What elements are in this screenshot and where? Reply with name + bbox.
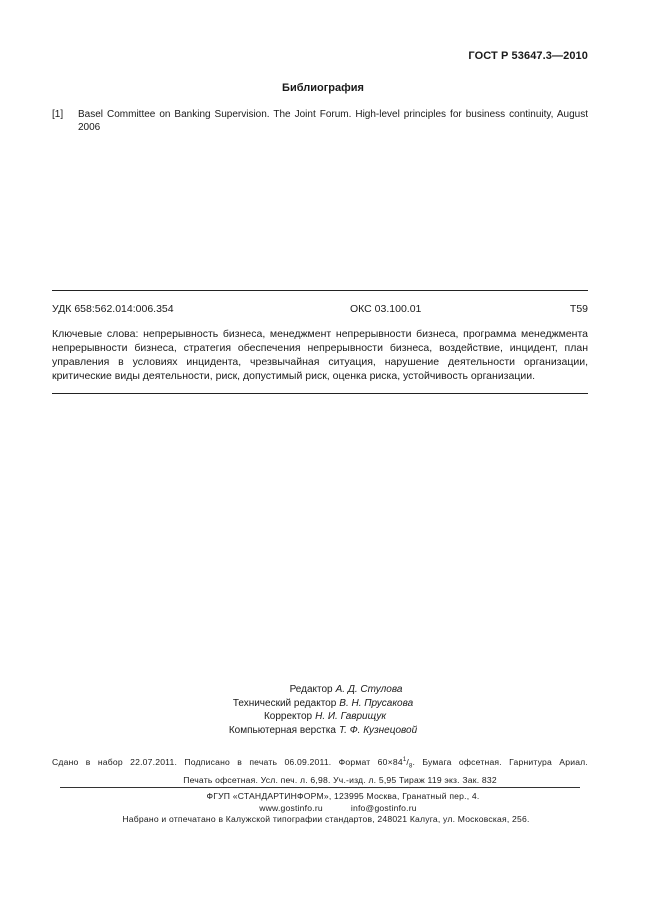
oks-code: ОКС 03.100.01	[350, 303, 422, 315]
divider-publisher	[60, 787, 580, 788]
udk-code: УДК 658:562.014:006.354	[52, 303, 174, 315]
publisher-block	[0, 791, 646, 826]
divider-bottom	[52, 393, 588, 394]
credit-person: Т. Ф. Кузнецовой	[338, 724, 418, 736]
publisher-printing-house: Набрано и отпечатано в Калужской типографии стандартов, 248021 Калуга, ул. Московская, 256.	[122, 814, 530, 824]
credit-role: Технический редактор	[232, 697, 337, 709]
credit-person: В. Н. Прусакова	[339, 697, 414, 709]
credit-role: Компьютерная верстка	[228, 724, 336, 736]
credit-corrector	[0, 710, 646, 724]
category-code: Т59	[569, 303, 588, 315]
print-info-text-a: Сдано в набор 22.07.2011. Подписано в печать 06.09.2011. Формат 60×84	[52, 756, 403, 767]
bibliography-item	[52, 108, 588, 134]
print-info-text-b: . Бумага офсетная. Гарнитура Ариал.	[412, 756, 588, 767]
bibliography-item-text: Basel Committee on Banking Supervision. The Joint Forum. High-level principles for business continuity, August 2006	[78, 109, 588, 133]
publisher-contacts	[0, 803, 646, 815]
print-info	[52, 754, 588, 787]
print-info-line-1: Сдано в набор 22.07.2011. Подписано в печать 06.09.2011. Формат $60\times 84^1/_8$. Бумага офсетная. Гарнитура Ариал.	[52, 756, 588, 770]
format-fraction-denominator: 8	[408, 763, 413, 770]
publisher-address: ФГУП «СТАНДАРТИНФОРМ», 123995 Москва, Гранатный пер., 4.	[206, 791, 480, 801]
classification-row	[52, 303, 588, 315]
credit-role: Редактор	[289, 684, 333, 695]
credits-block	[0, 683, 646, 737]
credit-person: А. Д. Стулова	[335, 684, 403, 695]
credit-layout	[0, 724, 646, 738]
format-fraction-numerator: 1	[402, 757, 407, 763]
credit-role: Корректор	[263, 711, 313, 722]
publisher-email: info@gostinfo.ru	[350, 802, 417, 813]
bibliography-title: Библиография	[282, 82, 364, 94]
bibliography-item-number: [1]	[52, 109, 64, 120]
keywords-paragraph: Ключевые слова: непрерывность бизнеса, менеджмент непрерывности бизнеса, программа менеджмента непрерывности бизнеса, стратегия обеспечения непрерывности бизнеса, воздействие, инцидент, план управления в условиях инцидента, чрезвычайная ситуация, нарушение деятельности организации, критические виды деятельности, риск, допустимый риск, оценка риска, устойчивость организации.	[52, 328, 588, 382]
document-code: ГОСТ Р 53647.3—2010	[468, 50, 588, 62]
publisher-website: www.gostinfo.ru	[259, 802, 323, 813]
credit-editor	[0, 683, 646, 697]
bibliography-list	[52, 108, 588, 134]
credit-technical-editor	[0, 697, 646, 711]
credit-person: Н. И. Гаврищук	[315, 711, 387, 722]
print-info-line-2: Печать офсетная. Усл. печ. л. 6,98. Уч.-изд. л. 5,95 Тираж 119 экз. Зак. 832	[183, 774, 497, 785]
divider-top	[52, 290, 588, 291]
